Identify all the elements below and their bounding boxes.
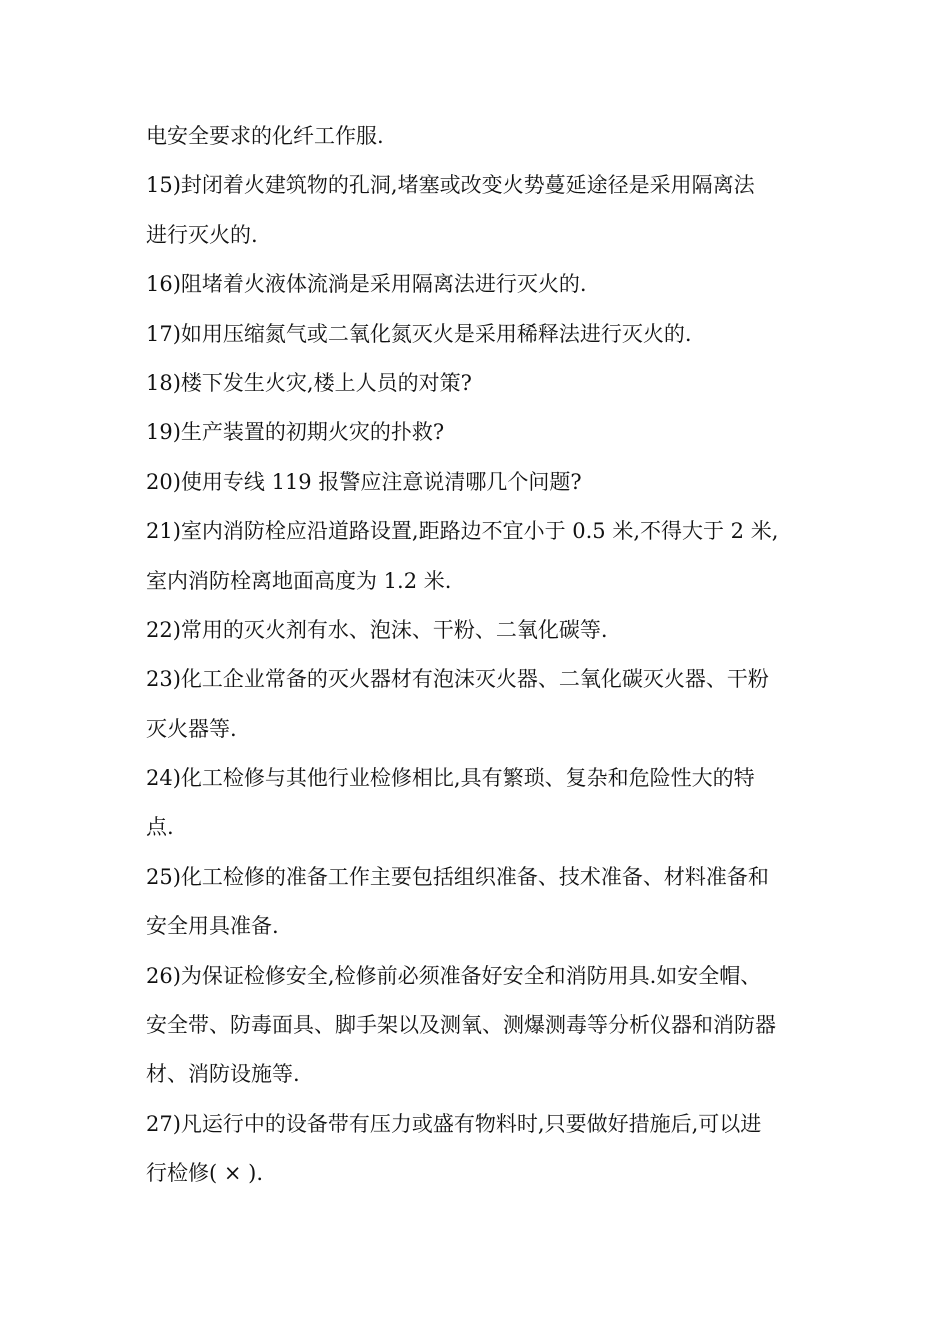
text-line: 电安全要求的化纤工作服.	[146, 124, 384, 148]
text-line: 24)化工检修与其他行业检修相比,具有繁琐、复杂和危险性大的特	[146, 766, 755, 791]
text-line: 灭火器等.	[146, 716, 237, 741]
text-line: 21)室内消防栓应沿道路设置,距路边不宜小于 0.5 米,不得大于 2 米,	[146, 519, 779, 544]
text-line: 16)阻堵着火液体流淌是采用隔离法进行灭火的.	[146, 272, 587, 297]
text-line: 安全用具准备.	[146, 914, 279, 939]
text-line: 进行灭火的.	[146, 222, 258, 247]
text-line: 17)如用压缩氮气或二氧化氮灭火是采用稀释法进行灭火的.	[146, 321, 692, 346]
text-line: 18)楼下发生火灾,楼上人员的对策?	[146, 370, 472, 395]
text-line: 23)化工企业常备的灭火器材有泡沫灭火器、二氧化碳灭火器、干粉	[146, 667, 769, 692]
text-line: 行检修( × ).	[146, 1161, 264, 1186]
text-line: 点.	[146, 815, 174, 840]
text-line: 安全带、防毒面具、脚手架以及测氧、测爆测毒等分析仪器和消防器	[146, 1013, 776, 1038]
text-line: 19)生产装置的初期火灾的扑救?	[146, 420, 445, 445]
text-line: 15)封闭着火建筑物的孔洞,堵塞或改变火势蔓延途径是采用隔离法	[146, 173, 755, 198]
text-line: 室内消防栓离地面高度为 1.2 米.	[146, 568, 452, 593]
text-line: 20)使用专线 119 报警应注意说清哪几个问题?	[146, 469, 582, 494]
text-line: 22)常用的灭火剂有水、泡沫、干粉、二氧化碳等.	[146, 617, 608, 642]
document-body	[146, 112, 816, 1199]
text-line: 27)凡运行中的设备带有压力或盛有物料时,只要做好措施后,可以进	[146, 1111, 762, 1136]
text-line: 25)化工检修的准备工作主要包括组织准备、技术准备、材料准备和	[146, 864, 769, 889]
text-line: 材、消防设施等.	[146, 1062, 300, 1087]
text-line: 26)为保证检修安全,检修前必须准备好安全和消防用具.如安全帽、	[146, 963, 762, 988]
